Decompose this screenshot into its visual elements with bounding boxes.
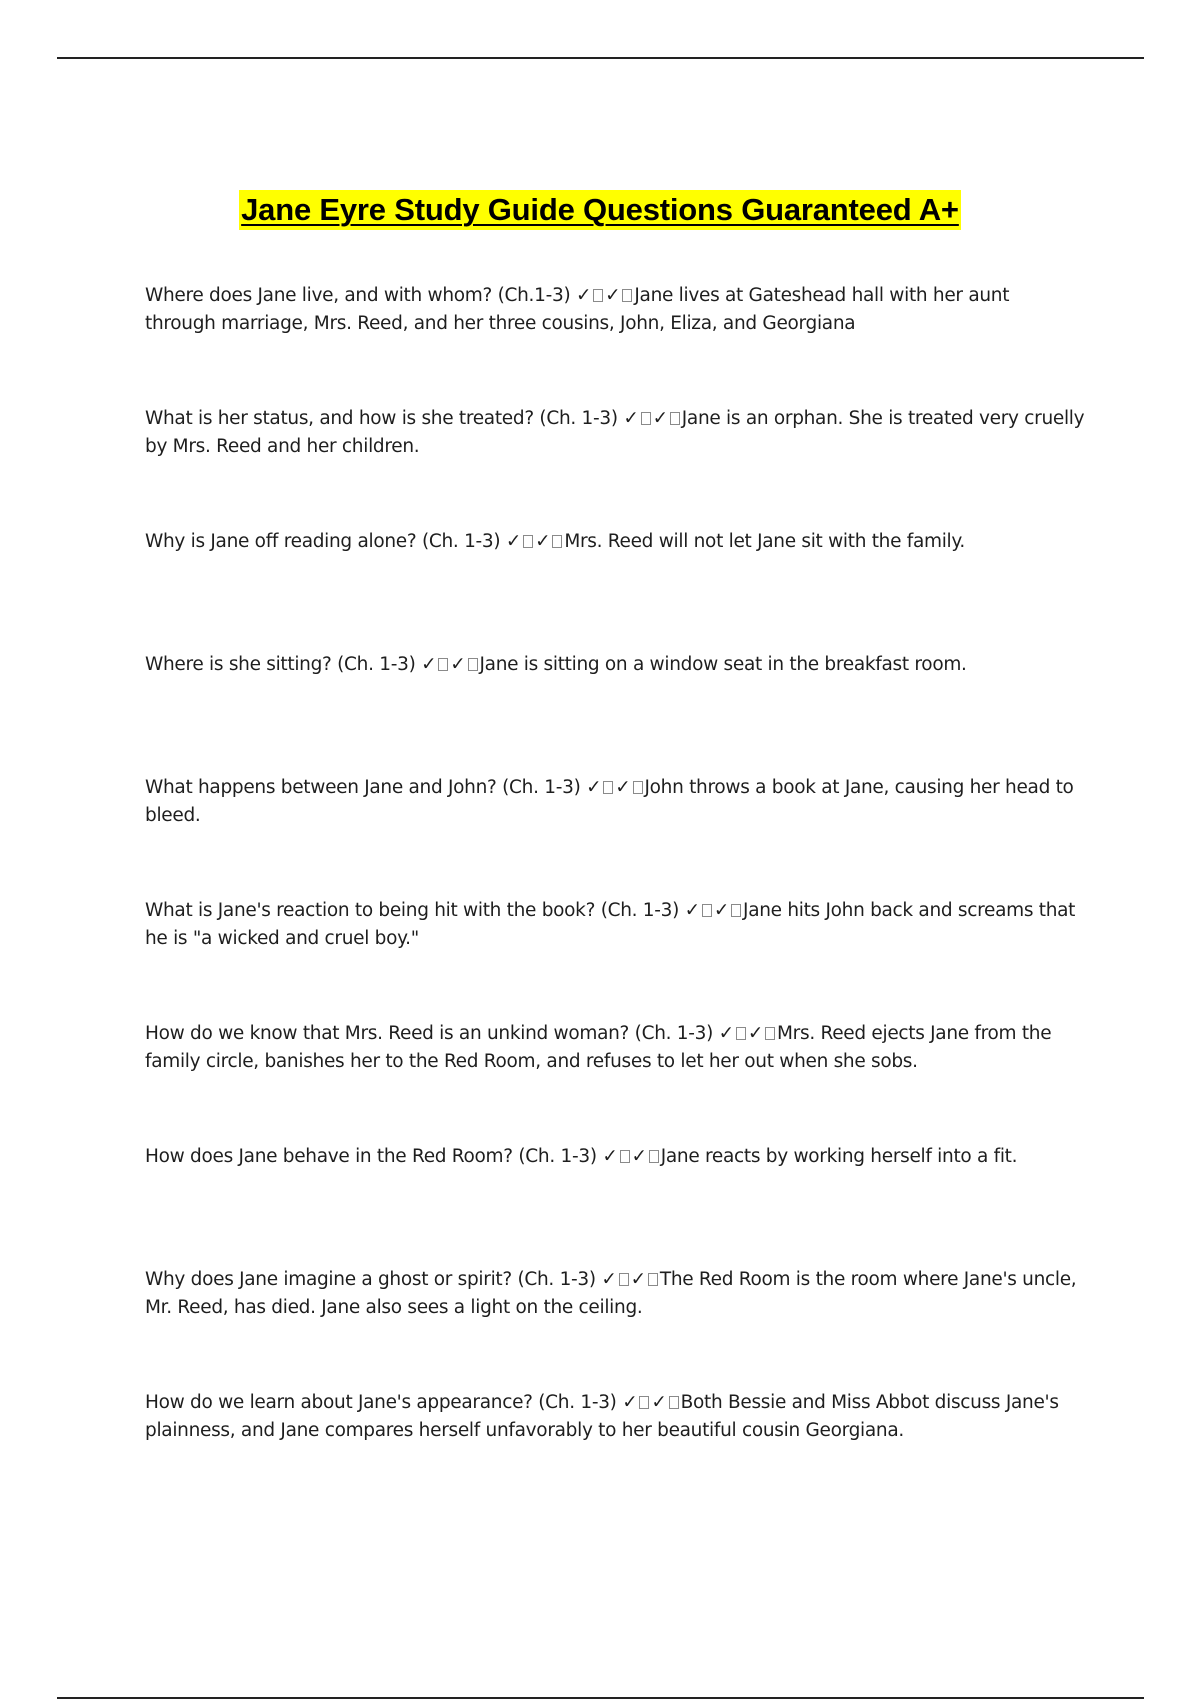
- box-icon: [523, 535, 533, 548]
- answer-marker: [602, 1146, 660, 1167]
- box-icon: [438, 658, 448, 671]
- answer-marker: [622, 1392, 680, 1413]
- check-mark-icon: ✓: [586, 777, 602, 798]
- box-icon: [552, 535, 562, 548]
- box-icon: [702, 904, 712, 917]
- box-icon: [736, 1027, 746, 1040]
- box-icon: [639, 1396, 649, 1409]
- check-mark-icon: ✓: [535, 531, 551, 552]
- box-icon: [669, 1396, 679, 1409]
- question-text: How do we learn about Jane's appearance? (Ch. 1-3): [145, 1392, 617, 1413]
- box-icon: [670, 412, 680, 425]
- check-mark-icon: ✓: [450, 654, 466, 675]
- answer-marker: [623, 408, 681, 429]
- answer-marker: [506, 531, 564, 552]
- answer-marker: [601, 1269, 659, 1290]
- qa-item: [145, 1020, 1085, 1143]
- question-text: What is her status, and how is she treated? (Ch. 1-3): [145, 408, 618, 429]
- answer-text: John throws a book at Jane, causing her head to bleed.: [145, 777, 1074, 826]
- question-text: Why does Jane imagine a ghost or spirit? (Ch. 1-3): [145, 1269, 596, 1290]
- box-icon: [603, 781, 613, 794]
- answer-text: Jane is an orphan. She is treated very cruelly by Mrs. Reed and her children.: [145, 408, 1085, 457]
- box-icon: [649, 1150, 659, 1163]
- question-text: How does Jane behave in the Red Room? (Ch. 1-3): [145, 1146, 597, 1167]
- answer-text: Jane lives at Gateshead hall with her aunt through marriage, Mrs. Reed, and her three cousins, John, Eliza, and Georgiana: [145, 285, 1010, 334]
- document-title: Jane Eyre Study Guide Questions Guaranteed A+: [239, 190, 961, 230]
- question-text: Where does Jane live, and with whom? (Ch.1-3): [145, 285, 571, 306]
- check-mark-icon: ✓: [602, 1146, 618, 1167]
- question-text: How do we know that Mrs. Reed is an unkind woman? (Ch. 1-3): [145, 1023, 714, 1044]
- check-mark-icon: ✓: [713, 900, 730, 921]
- box-icon: [620, 1150, 630, 1163]
- answer-marker: [586, 777, 644, 798]
- qa-item: [145, 897, 1085, 1020]
- answer-text: Mrs. Reed will not let Jane sit with the family.: [564, 531, 965, 552]
- qa-item: [145, 774, 1085, 897]
- check-mark-icon: ✓: [631, 1146, 647, 1167]
- check-mark-icon: ✓: [421, 654, 437, 675]
- top-page-rule: [57, 57, 1144, 59]
- qa-item: [145, 1143, 1085, 1266]
- question-text: What is Jane's reaction to being hit with the book? (Ch. 1-3): [145, 900, 680, 921]
- answer-marker: [421, 654, 479, 675]
- qa-item: [145, 405, 1085, 528]
- check-mark-icon: ✓: [718, 1023, 734, 1044]
- answer-text: Mrs. Reed ejects Jane from the family circle, banishes her to the Red Room, and refuses to let her out when she sobs.: [145, 1023, 1052, 1072]
- title-container: [0, 190, 1200, 230]
- box-icon: [641, 412, 651, 425]
- check-mark-icon: ✓: [601, 1269, 617, 1290]
- check-mark-icon: ✓: [652, 408, 668, 429]
- box-icon: [731, 904, 741, 917]
- qa-item: [145, 282, 1085, 405]
- qa-item: [145, 651, 1085, 774]
- check-mark-icon: ✓: [651, 1392, 667, 1413]
- check-mark-icon: ✓: [505, 531, 522, 552]
- box-icon: [622, 289, 632, 302]
- answer-text: Jane hits John back and screams that he is "a wicked and cruel boy.": [145, 900, 1076, 949]
- question-text: What happens between Jane and John? (Ch. 1-3): [145, 777, 581, 798]
- answer-text: Jane reacts by working herself into a fit.: [660, 1146, 1018, 1167]
- qa-list: [145, 282, 1085, 1512]
- box-icon: [619, 1273, 629, 1286]
- check-mark-icon: ✓: [615, 777, 631, 798]
- check-mark-icon: ✓: [747, 1023, 764, 1044]
- qa-item: [145, 1266, 1085, 1389]
- box-icon: [633, 781, 643, 794]
- box-icon: [765, 1027, 775, 1040]
- qa-item: [145, 1389, 1085, 1512]
- bottom-page-rule: [57, 1697, 1144, 1699]
- box-icon: [593, 289, 603, 302]
- question-text: Where is she sitting? (Ch. 1-3): [145, 654, 416, 675]
- qa-item: [145, 528, 1085, 651]
- question-text: Why is Jane off reading alone? (Ch. 1-3): [145, 531, 501, 552]
- check-mark-icon: ✓: [630, 1269, 646, 1290]
- box-icon: [468, 658, 478, 671]
- answer-marker: [576, 285, 634, 306]
- check-mark-icon: ✓: [622, 1392, 638, 1413]
- answer-text: Jane is sitting on a window seat in the breakfast room.: [479, 654, 967, 675]
- answer-marker: [685, 900, 743, 921]
- answer-text: The Red Room is the room where Jane's uncle, Mr. Reed, has died. Jane also sees a light on the ceiling.: [145, 1269, 1077, 1318]
- box-icon: [648, 1273, 658, 1286]
- check-mark-icon: ✓: [684, 900, 700, 921]
- answer-text: Both Bessie and Miss Abbot discuss Jane's plainness, and Jane compares herself unfavorably to her beautiful cousin Georgiana.: [145, 1392, 1059, 1441]
- answer-marker: [719, 1023, 777, 1044]
- check-mark-icon: ✓: [575, 285, 592, 306]
- check-mark-icon: ✓: [623, 408, 639, 429]
- check-mark-icon: ✓: [605, 285, 621, 306]
